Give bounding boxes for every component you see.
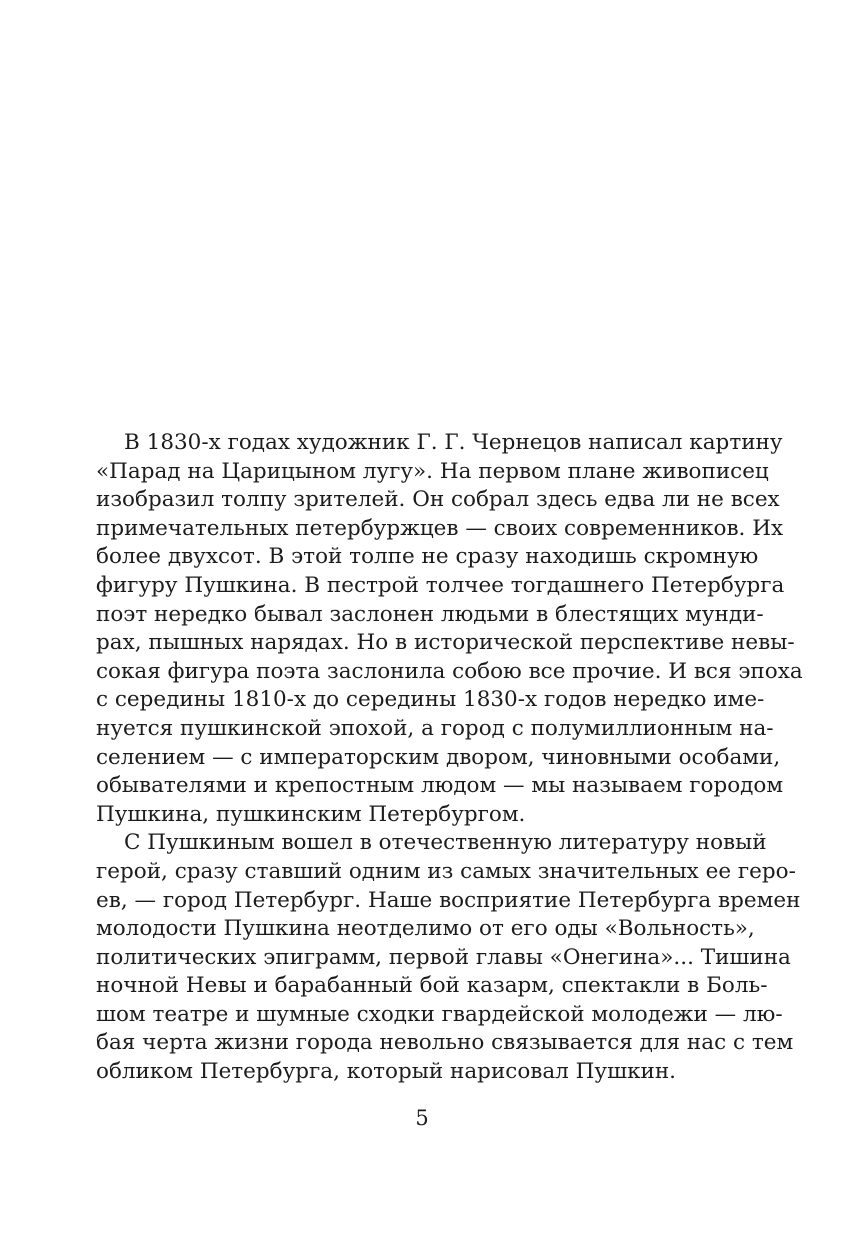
text-line: поэт нередко бывал заслонен людьми в блестящих мунди-	[96, 601, 764, 627]
text-line: ев, — город Петербург. Наше восприятие Петербурга времен	[96, 887, 801, 913]
text-line: «Парад на Царицыном лугу». На первом плане живописец	[96, 458, 769, 484]
text-line: селением — с императорским двором, чиновными особами,	[96, 744, 781, 770]
body-text	[96, 429, 803, 1087]
text-line: герой, сразу ставший одним из самых значительных ее геро-	[96, 858, 796, 884]
text-line: Пушкина, пушкинским Петербургом.	[96, 801, 526, 827]
text-line: политических эпиграмм, первой главы «Онегина»... Тишина	[96, 944, 791, 970]
text-line: рах, пышных нарядах. Но в исторической перспективе невы-	[96, 630, 795, 656]
text-line: фигуру Пушкина. В пестрой толчее тогдашнего Петербурга	[96, 572, 785, 598]
text-line: с середины 1810-х до середины 1830-х годов нередко име-	[96, 687, 765, 713]
page-number: 5	[415, 1106, 429, 1130]
paragraph-2	[96, 829, 801, 1086]
text-line: примечательных петербуржцев — своих современников. Их	[96, 515, 784, 541]
text-line: обывателями и крепостным людом — мы называем городом	[96, 773, 784, 799]
text-line: шом театре и шумные сходки гвардейской молодежи — лю-	[96, 1001, 783, 1027]
paragraph-1	[96, 429, 803, 829]
text-line: В 1830-х годах художник Г. Г. Чернецов написал картину	[124, 430, 783, 455]
text-line: молодости Пушкина неотделимо от его оды «Вольность»,	[96, 916, 755, 942]
text-line: ночной Невы и барабанный бой казарм, спектакли в Боль-	[96, 973, 768, 999]
text-line: более двухсот. В этой толпе не сразу находишь скромную	[96, 544, 759, 570]
text-line: изобразил толпу зрителей. Он собрал здесь едва ли не всех	[96, 487, 780, 513]
text-line: бая черта жизни города невольно связывается для нас с тем	[96, 1030, 794, 1056]
text-line: обликом Петербурга, который нарисовал Пушкин.	[96, 1059, 676, 1085]
text-line: сокая фигура поэта заслонила собою все прочие. И вся эпоха	[96, 658, 803, 684]
text-line: С Пушкиным вошел в отечественную литературу новый	[124, 830, 767, 856]
text-line: нуется пушкинской эпохой, а город с полумиллионным на-	[96, 715, 774, 741]
